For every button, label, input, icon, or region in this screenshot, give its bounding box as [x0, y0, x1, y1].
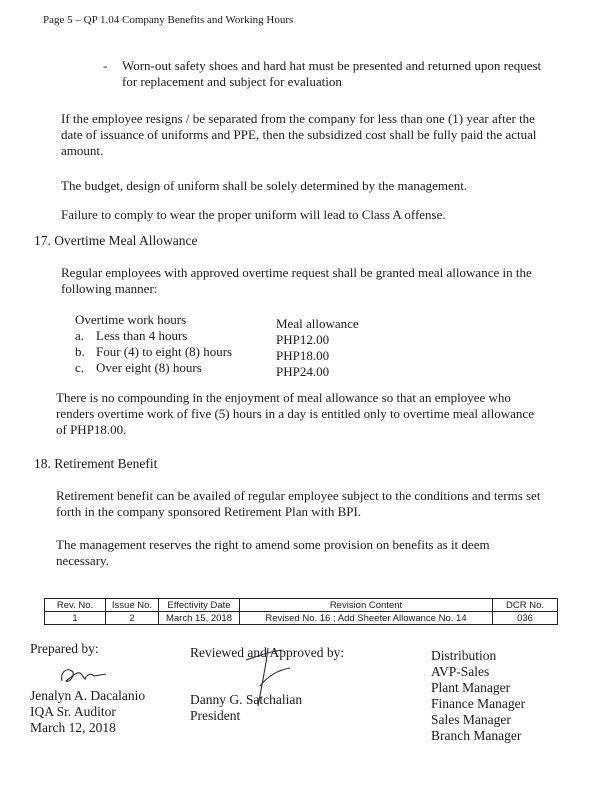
distribution-item: Finance Manager [431, 696, 526, 711]
budget-para: The budget, design of uniform shall be solely determined by the management. [61, 178, 468, 193]
amend-para-line-2: necessary. [56, 553, 109, 568]
meal-note-line-3: of PHP18.00. [56, 422, 127, 437]
distribution-item: Plant Manager [431, 680, 511, 695]
row-b-letter: b. [75, 344, 85, 359]
meal-intro-line-2: following manner: [61, 281, 158, 296]
resign-para-line-3: amount. [61, 143, 104, 158]
row-c-letter: c. [75, 360, 85, 375]
issue-no-header: Issue No. [106, 599, 159, 612]
distribution-item: Branch Manager [431, 728, 522, 743]
effectivity-date-cell: March 15, 2018 [159, 612, 240, 625]
allowance-column-header: Meal allowance [276, 316, 359, 331]
meal-intro-line-1: Regular employees with approved overtime request shall be granted meal allowance in the [61, 265, 532, 280]
row-b-hours: Four (4) to eight (8) hours [96, 344, 233, 359]
bullet-line-2: for replacement and subject for evaluation [122, 74, 342, 89]
bullet-line-1: Worn-out safety shoes and hard hat must be presented and returned upon request [122, 58, 542, 73]
row-c-hours: Over eight (8) hours [96, 360, 202, 375]
prepared-date: March 12, 2018 [30, 720, 116, 735]
distribution-item: AVP-Sales [431, 664, 490, 679]
issue-no-cell: 2 [106, 612, 159, 625]
effectivity-date-header: Effectivity Date [159, 599, 240, 612]
resign-para-line-2: date of issuance of uniforms and PPE, then the subsidized cost shall be fully paid the actual [61, 127, 537, 142]
preparer-name: Jenalyn A. Dacalanio [30, 688, 146, 703]
revision-content-header: Revision Content [240, 599, 493, 612]
row-b-amount: PHP18.00 [276, 348, 330, 363]
revision-table-header-row [45, 599, 558, 612]
retirement-para-line-1: Retirement benefit can be availed of regular employee subject to the conditions and terms set [56, 488, 541, 503]
prepared-by-label: Prepared by: [30, 641, 99, 656]
section-18-title: 18. Retirement Benefit [34, 456, 158, 471]
reviewer-title: President [190, 708, 241, 723]
reviewed-by-label: Reviewed and Approved by: [190, 645, 345, 660]
preparer-title: IQA Sr. Auditor [30, 704, 116, 719]
row-a-hours: Less than 4 hours [96, 328, 188, 343]
revision-table-row [45, 612, 558, 625]
meal-note-line-2: renders overtime work of five (5) hours in a day is entitled only to overtime meal allowance [56, 406, 534, 421]
prepared-by-signature [58, 663, 108, 689]
distribution-label: Distribution [431, 648, 497, 663]
retirement-para-line-2: forth in the company sponsored Retirement Plan with BPI. [56, 504, 362, 519]
meal-note-line-1: There is no compounding in the enjoyment of meal allowance so that an employee who [56, 390, 511, 405]
bullet-dash: - [103, 58, 108, 73]
dcr-no-header: DCR No. [493, 599, 558, 612]
page-header: Page 5 – QP 1.04 Company Benefits and Working Hours [43, 14, 294, 26]
row-c-amount: PHP24.00 [276, 364, 330, 379]
resign-para-line-1: If the employee resigns / be separated from the company for less than one (1) year after the [61, 111, 535, 126]
row-a-amount: PHP12.00 [276, 332, 330, 347]
reviewer-name: Danny G. Satchalian [190, 692, 303, 707]
section-17-title: 17. Overtime Meal Allowance [34, 233, 198, 248]
failure-para: Failure to comply to wear the proper uniform will lead to Class A offense. [61, 207, 446, 222]
dcr-no-cell: 036 [493, 612, 558, 625]
amend-para-line-1: The management reserves the right to amend some provision on benefits as it deem [56, 537, 490, 552]
rev-no-header: Rev. No. [45, 599, 106, 612]
revision-table [44, 598, 558, 625]
hours-column-header: Overtime work hours [75, 312, 187, 327]
row-a-letter: a. [75, 328, 85, 343]
revision-content-cell: Revised No. 16 ; Add Sheeter Allowance No. 14 [240, 612, 493, 625]
rev-no-cell: 1 [45, 612, 106, 625]
distribution-item: Sales Manager [431, 712, 511, 727]
